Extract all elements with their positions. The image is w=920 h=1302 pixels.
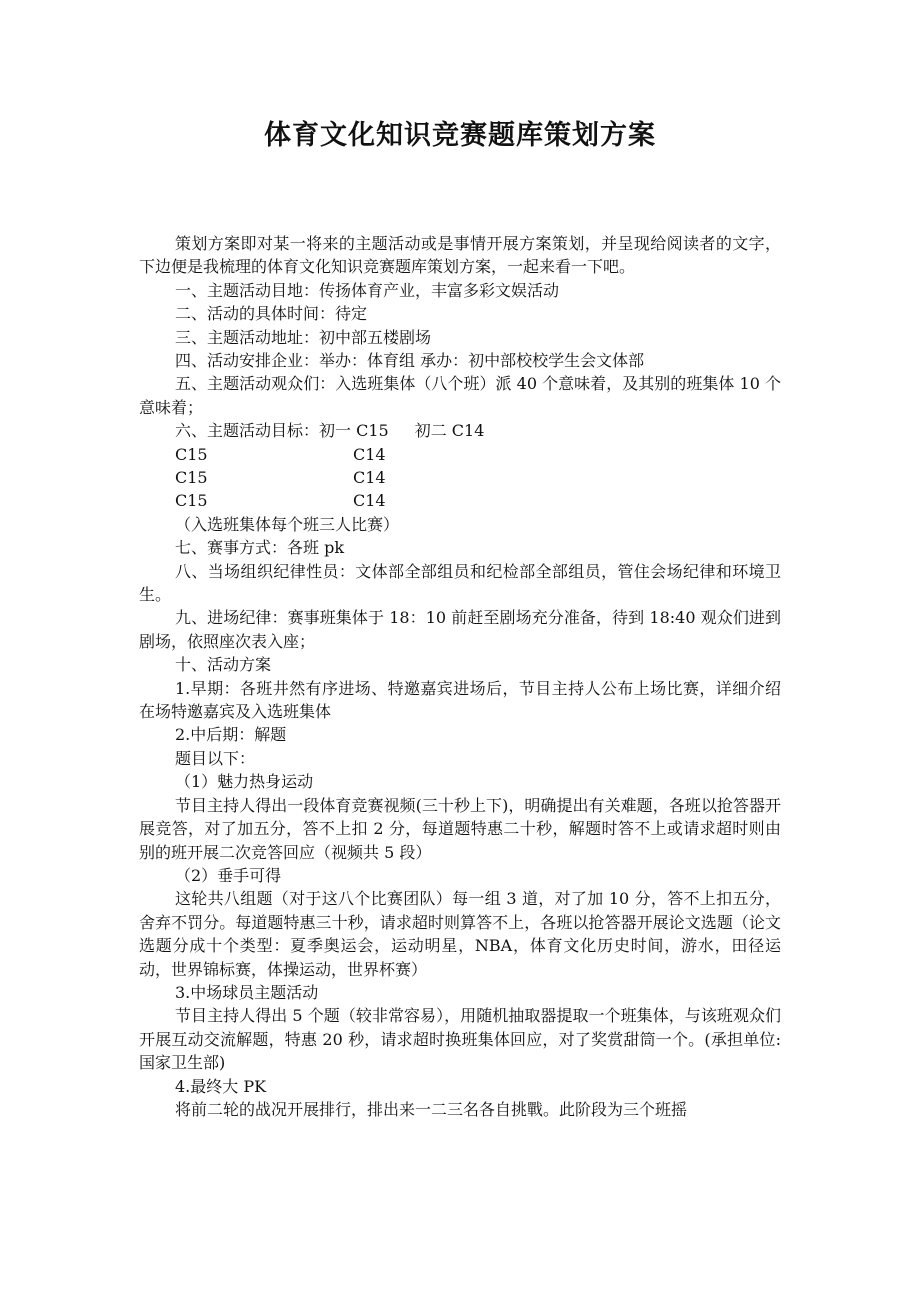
item-5: 五、主题活动观众们：入选班集体（八个班）派 40 个意味着，及其别的班集体 10 个意味着； — [139, 374, 781, 417]
stage-3: 3.中场球员主题活动 — [175, 982, 319, 1002]
item-10: 十、活动方案 — [175, 655, 272, 675]
target-row-col1: C15 — [175, 491, 208, 511]
item-6-first: 六、主题活动目标：初一 C15 — [175, 421, 389, 441]
round-1-body: 节目主持人得出一段体育竞赛视频(三十秒上下)，明确提出有关难题，各班以抢答器开展竞答，对了加五分，答不上扣 2 分，每道题特惠二十秒，解题时答不上或请求超时则由别的班开展二次竞答回应（视频共 5 段） — [139, 795, 781, 862]
document-title: 体育文化知识竞赛题库策划方案 — [264, 120, 656, 151]
target-row-col2: C14 — [353, 444, 386, 464]
item-6-second: 初二 C14 — [414, 421, 485, 441]
round-1-heading: （1）魅力热身运动 — [175, 772, 314, 792]
item-8: 八、当场组织纪律性员：文体部全部组员和纪检部全部组员，管住会场纪律和环境卫生。 — [139, 561, 781, 605]
item-2: 二、活动的具体时间：待定 — [175, 304, 368, 324]
item-3: 三、主题活动地址：初中部五楼剧场 — [175, 327, 432, 347]
target-row-col1: C15 — [175, 468, 208, 488]
item-7: 七、赛事方式：各班 pk — [175, 538, 345, 558]
target-row — [139, 466, 781, 489]
round-2-heading: （2）垂手可得 — [175, 865, 282, 885]
round-2-body: 这轮共八组题（对于这八个比赛团队）每一组 3 道，对了加 10 分，答不上扣五分，舍弃不罚分。每道题特惠三十秒，请求超时则算答不上，各班以抢答器开展论文选题（论文选题分成十个类型：夏季奥运会，运动明星，NBA，体育文化历史时间，游水，田径运动，世界锦标赛，体操运动，世界杯赛） — [139, 889, 781, 979]
stage-4-body: 将前二轮的战况开展排行，排出来一二三名各自挑戰。此阶段为三个班摇 — [175, 1099, 688, 1119]
item-1: 一、主题活动目地：传扬体育产业，丰富多彩文娱活动 — [175, 280, 560, 300]
item-6 — [139, 419, 781, 442]
target-row — [139, 443, 781, 466]
document-body — [139, 232, 781, 1121]
stage-3-body: 节目主持人得出 5 个题（较非常容易），用随机抽取器提取一个班集体，与该班观众们开展互动交流解题，特惠 20 秒，请求超时换班集体回应，对了奖赏甜筒一个。(承担单位:国家卫生部) — [139, 1006, 781, 1073]
target-row — [139, 489, 781, 512]
participants-note: （入选班集体每个班三人比赛） — [175, 514, 400, 534]
stage-2-intro: 题目以下： — [175, 748, 256, 768]
target-row-col1: C15 — [175, 444, 208, 464]
target-row-col2: C14 — [353, 468, 386, 488]
stage-4: 4.最终大 PK — [175, 1076, 267, 1096]
intro-paragraph: 策划方案即对某一将来的主题活动或是事情开展方案策划，并呈现给阅读者的文字，下边便是我梳理的体育文化知识竞赛题库策划方案，一起来看一下吧。 — [139, 234, 781, 277]
item-9: 九、进场纪律：赛事班集体于 18：10 前赶至剧场充分准备，待到 18:40 观众们进到剧场，依照座次表入座； — [139, 608, 781, 651]
stage-1: 1.早期：各班井然有序进场、特邀嘉宾进场后，节目主持人公布上场比赛，详细介绍在场特邀嘉宾及入选班集体 — [139, 678, 781, 722]
item-4: 四、活动安排企业：举办：体育组 承办：初中部校校学生会文体部 — [175, 351, 645, 371]
stage-2: 2.中后期：解题 — [175, 725, 287, 745]
target-row-col2: C14 — [353, 491, 386, 511]
